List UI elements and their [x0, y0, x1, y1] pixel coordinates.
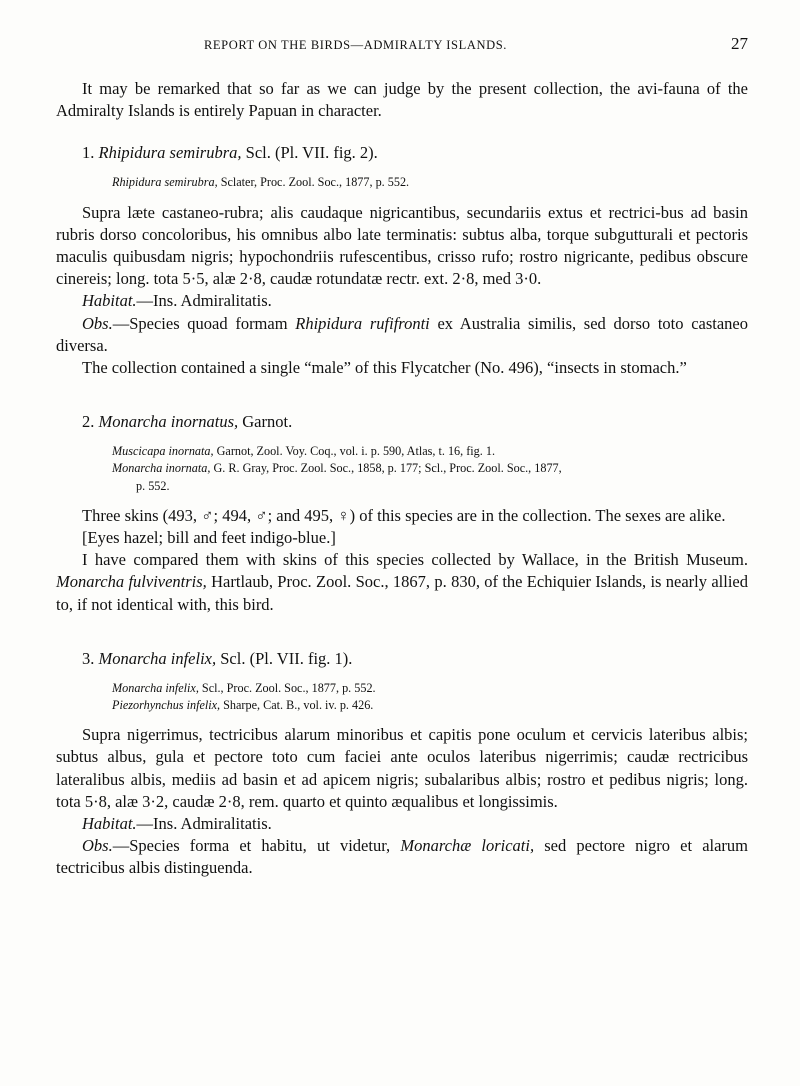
- observation-3: [56, 835, 748, 879]
- comparison-text: Hartlaub, Proc. Zool. Soc., 1867, p. 830, of the Echiquier Islands, is nearly allied to, if not identical with, this bird.: [56, 572, 748, 614]
- obs-text: ex Australia similis, sed dorso toto castaneo diversa.: [56, 313, 748, 355]
- habitat-label: Habitat.: [82, 291, 137, 311]
- reference-name: Piezorhynchus infelix,: [112, 698, 221, 713]
- obs-label: Obs.: [82, 313, 113, 333]
- description-3: Supra nigerrimus, tectricibus alarum minoribus et capitis pone oculum et cervicis lateribus albis; subtus albus, gula et pectore toto cum faciei ante oculos lateribus nigerrimis; caudæ rectricibus lateralibus albis, mediis ad basin et ad apicem nigris; subalaribus albis; rostro et pedibus nigris; long. tota 5·8, alæ 3·2, caudæ 2·8, rem. quarto et quinto æqualibus et longissimis.: [56, 725, 748, 811]
- obs-text: —Species forma et habitu, ut videtur,: [112, 836, 401, 856]
- species-name: Rhipidura semirubra,: [98, 143, 242, 163]
- habitat-3: [56, 813, 748, 835]
- reference-text: Scl., Proc. Zool. Soc., 1877, p. 552.: [198, 680, 376, 695]
- species-number: 2.: [82, 412, 95, 432]
- skins-paragraph-2: Three skins (493, ♂; 494, ♂; and 495, ♀) of this species are in the collection. The sexes are alike.: [82, 505, 726, 525]
- reference-name: Monarcha infelix,: [112, 680, 199, 695]
- habitat-label: Habitat.: [82, 814, 137, 834]
- collection-note-1: The collection contained a single “male” of this Flycatcher (No. 496), “insects in stomach.”: [82, 358, 687, 378]
- reference-text: Sharpe, Cat. B., vol. iv. p. 426.: [220, 698, 374, 713]
- reference-name: Muscicapa inornata,: [112, 444, 214, 459]
- species-author: Scl. (Pl. VII. fig. 2).: [241, 143, 378, 163]
- reference-text: Garnot, Zool. Voy. Coq., vol. i. p. 590, Atlas, t. 16, fig. 1.: [213, 444, 496, 459]
- eyes-note-2: [Eyes hazel; bill and feet indigo-blue.]: [82, 528, 336, 548]
- reference: [112, 680, 748, 697]
- habitat-text: —Ins. Admiralitatis.: [136, 814, 272, 834]
- reference-name: Rhipidura semirubra,: [112, 175, 218, 190]
- synonymy-3: [56, 680, 748, 714]
- reference: [112, 460, 748, 477]
- reference-continuation: p. 552.: [136, 478, 170, 493]
- synonymy-2: [56, 443, 748, 495]
- reference-text: Sclater, Proc. Zool. Soc., 1877, p. 552.: [217, 175, 410, 190]
- running-header: [56, 36, 748, 64]
- comparison-text: I have compared them with skins of this species collected by Wallace, in the British Museum.: [82, 550, 748, 570]
- species-number: 3.: [82, 648, 95, 668]
- habitat-text: —Ins. Admiralitatis.: [136, 291, 272, 311]
- species-name: Monarcha inornatus,: [98, 412, 239, 432]
- reference-text: G. R. Gray, Proc. Zool. Soc., 1858, p. 177; Scl., Proc. Zool. Soc., 1877,: [210, 461, 562, 476]
- species-heading-1: [56, 142, 748, 164]
- species-heading-3: [56, 648, 748, 670]
- species-name: Monarcha infelix,: [98, 648, 217, 668]
- obs-text: sed pectore nigro et alarum tectricibus albis distinguenda.: [56, 836, 749, 878]
- species-number: 1.: [82, 143, 95, 163]
- obs-label: Obs.: [82, 836, 113, 856]
- running-title: REPORT ON THE BIRDS—ADMIRALTY ISLANDS.: [204, 38, 507, 52]
- page-number: 27: [731, 34, 748, 53]
- reference: [112, 174, 748, 191]
- species-heading-2: [56, 411, 748, 433]
- page: [0, 36, 800, 1086]
- synonymy-1: [56, 174, 748, 191]
- description-1: Supra læte castaneo-rubra; alis caudaque nigricantibus, secundariis extus et rectrici-bus ad basin rubris dorso concoloribus, his omnibus albo late terminatis: subtus alba, torque subgutturali et pectoris maculis quibusdam nigris; hypochondriis rufescentibus, crisso rufo; rostro nigricante, pedibus obscure cinereis; long. tota 5·5, alæ 2·8, caudæ rotundatæ rectr. ext. 2·8, med 3·0.: [56, 202, 748, 289]
- intro-paragraph: It may be remarked that so far as we can judge by the present collection, the avi-fauna of the Admiralty Islands is entirely Papuan in character.: [56, 79, 748, 121]
- obs-species-name: Monarchæ loricati,: [400, 836, 535, 856]
- reference: [112, 443, 748, 460]
- species-author: Scl. (Pl. VII. fig. 1).: [216, 648, 353, 668]
- obs-species-name: Rhipidura rufifronti: [295, 313, 430, 333]
- habitat-1: [56, 290, 748, 312]
- species-author: Garnot.: [238, 412, 293, 432]
- comparison-paragraph-2: [56, 549, 748, 616]
- comparison-species-name: Monarcha fulviventris,: [56, 572, 207, 592]
- reference: [112, 697, 748, 714]
- reference-name: Monarcha inornata,: [112, 461, 211, 476]
- observation-1: [56, 313, 748, 357]
- obs-text: —Species quoad formam: [112, 313, 296, 333]
